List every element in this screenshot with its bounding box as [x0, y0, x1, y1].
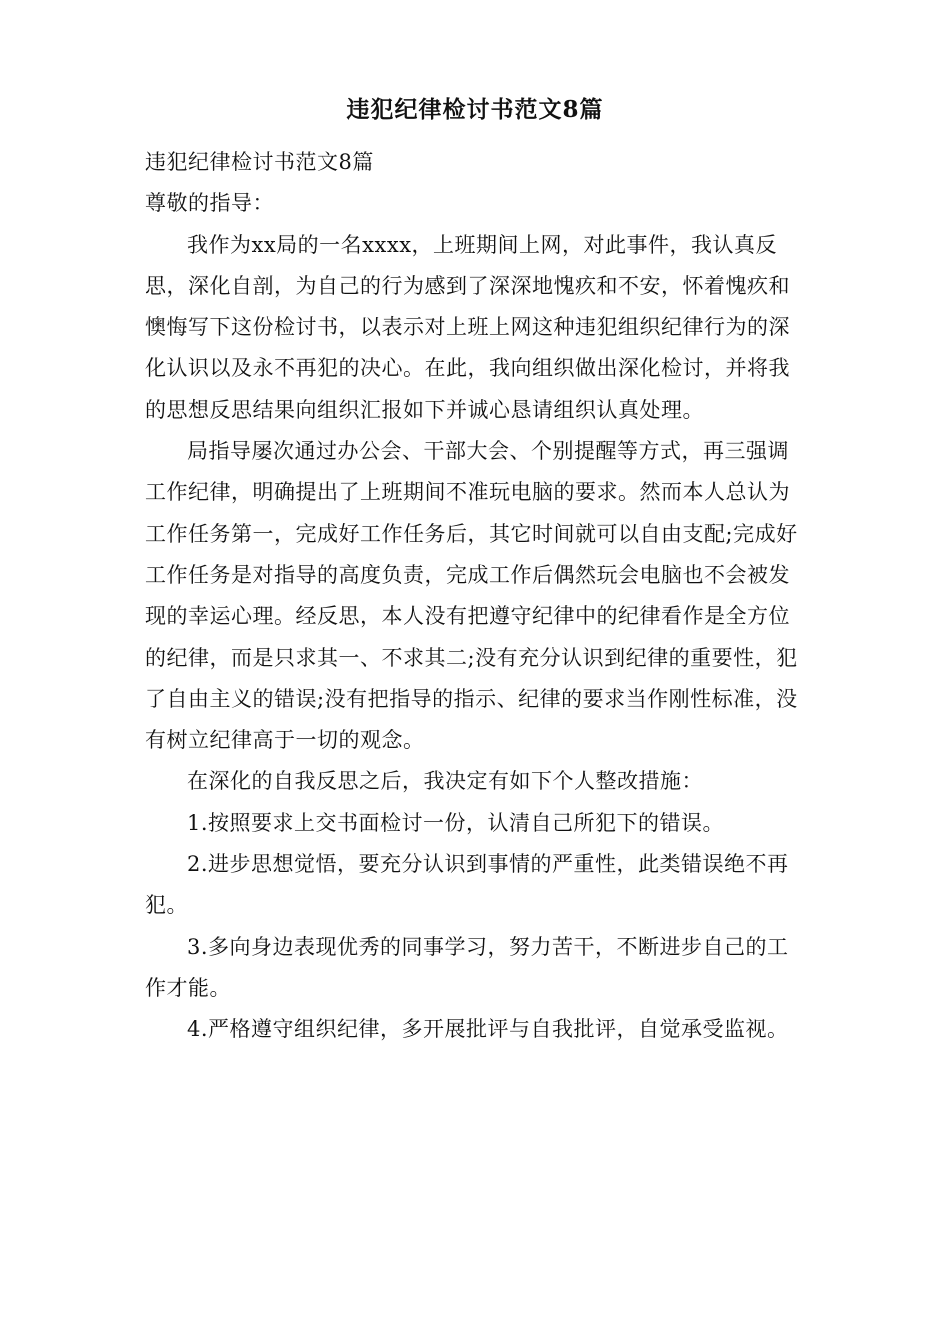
paragraph-3: 在深化的自我反思之后，我决定有如下个人整改措施：: [187, 769, 703, 794]
document-body: [145, 142, 810, 1051]
paragraph-2: 局指导屡次通过办公会、干部大会、个别提醒等方式，再三强调工作纪律，明确提出了上班期间不准玩电脑的要求。然而本人总认为工作任务第一，完成好工作任务后，其它时间就可以自由支配;完成好工作任务是对指导的高度负责，完成工作后偶然玩会电脑也不会被发现的幸运心理。经反思，本人没有把遵守纪律中的纪律看作是全方位的纪律，而是只求其一、不求其二;没有充分认识到纪律的重要性，犯了自由主义的错误;没有把指导的指示、纪律的要求当作刚性标准，没有树立纪律高于一切的观念。: [145, 439, 798, 753]
measure-item-1: 1.按照要求上交书面检讨一份，认清自己所犯下的错误。: [187, 810, 725, 835]
document-title: 违犯纪律检讨书范文8篇: [346, 96, 604, 123]
measure-item-3: 3.多向身边表现优秀的同事学习，努力苦干，不断进步自己的工作才能。: [145, 934, 789, 1000]
paragraph-1: 我作为xx局的一名xxxx，上班期间上网，对此事件，我认真反思，深化自剖，为自己的行为感到了深深地愧疚和不安，怀着愧疚和懊悔写下这份检讨书，以表示对上班上网这种违犯组织纪律行为的深化认识以及永不再犯的决心。在此，我向组织做出深化检讨，并将我的思想反思结果向组织汇报如下并诚心恳请组织认真处理。: [145, 232, 790, 422]
salutation: 尊敬的指导：: [145, 191, 274, 216]
measure-item-4: 4.严格遵守组织纪律，多开展批评与自我批评，自觉承受监视。: [187, 1017, 789, 1042]
document-subtitle: 违犯纪律检讨书范文8篇: [145, 150, 374, 174]
measure-item-2: 2.进步思想觉悟，要充分认识到事情的严重性，此类错误绝不再犯。: [145, 852, 789, 918]
